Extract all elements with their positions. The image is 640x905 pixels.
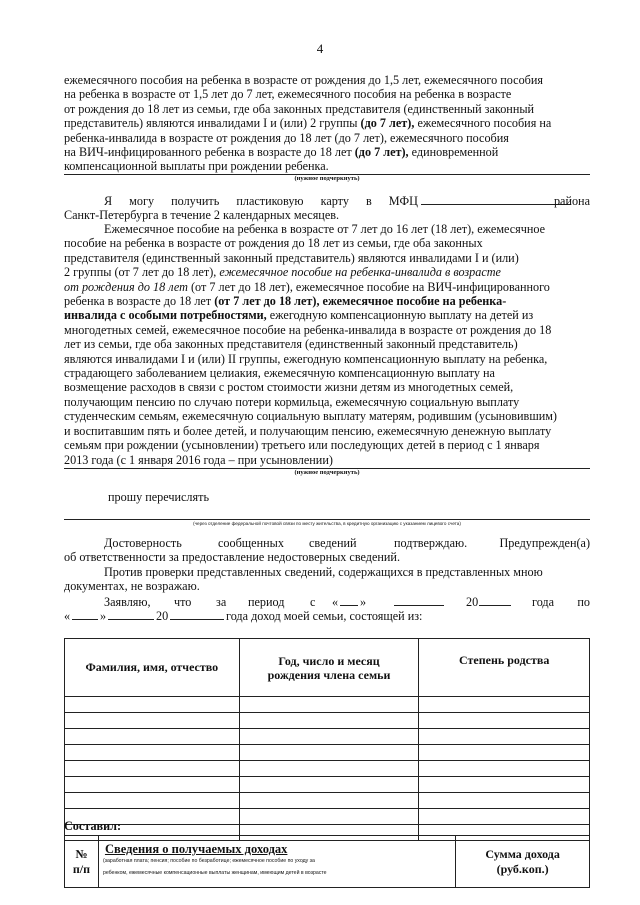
header-birth: Год, число и месяц рождения члена семьи	[239, 639, 419, 697]
confirm-line-2: об ответственности за предоставление недостоверных сведений.	[64, 550, 400, 564]
period-end-day-field[interactable]	[72, 609, 98, 620]
card-line-2: Санкт-Петербурга в течение 2 календарных месяцев.	[64, 208, 340, 222]
header-income-info: Сведения о получаемых доходах (заработная плата; пенсия; пособие по безработице; ежемесячное пособие по уходу за ребенком, ежемесячные компенсационные выплаты женщинам, имеющим детей в возрасте	[98, 836, 455, 888]
hint-underline-1: (нужное подчеркнуть)	[294, 175, 360, 182]
header-income-sum: Сумма дохода (руб.коп.)	[456, 836, 590, 888]
table-row[interactable]	[65, 697, 590, 713]
period-start-day-field[interactable]	[340, 595, 358, 606]
confirm-line-4: документах, не возражаю.	[64, 579, 200, 593]
table-row[interactable]	[65, 793, 590, 809]
period-start-year-field[interactable]	[479, 595, 511, 606]
table-row[interactable]	[65, 761, 590, 777]
period-end-year-field[interactable]	[170, 609, 224, 620]
table-row[interactable]	[65, 729, 590, 745]
header-relation: Степень родства	[419, 639, 590, 697]
table-row[interactable]	[65, 745, 590, 761]
confirm-line-3: Против проверки представленных сведений, содержащихся в представленных мною	[104, 565, 543, 579]
transfer-label: прошу перечислять	[108, 490, 209, 504]
header-name: Фамилия, имя, отчество	[65, 639, 240, 697]
document-page: 4 ежемесячного пособия на ребенка в возрасте от рождения до 1,5 лет, ежемесячного пособия на ребенка в возрасте от 1,5 лет до 7 лет, ежемесячного пособия на ребенка в возрасте от рождения до 18 лет из семьи, где оба законных представителя (единственный законный представитель) являются инвалидами I и (или) 2 группы (до 7 лет), ежемесячного пособия на ребенка-инвалида в возрасте от рождения до 18 лет (до 7 лет), ежемесячного пособия на ВИЧ-инфицированного ребенка в возрасте до 18 лет (до 7 лет), единовременной компенсационной выплаты при рождении ребенка. (нужное подчеркнуть) Я могу получить пластиковую карту в МФЦ района Санкт-Петербурга в течение 2 календарных месяцев. Ежемесячное пособие на ребенка в возрасте от 7 лет до 16 лет (18 лет), ежемесячное пособие на ребенка в возрасте от рождения до 18 лет из семьи, где оба законных представителя (единственный законный представитель) являются инвалидами I и (или) 2 группы (от 7 лет до 18 лет), ежемесячное пособие на ребенка-инвалида в возрасте от рождения до 18 лет (от 7 лет до 18 лет), ежемесячное пособие на ВИЧ-инфицированного ребенка в возрасте до 18 лет (от 7 лет до 18 лет), ежемесячное пособие на ребенка- инвалида с особыми потребностями, ежегодную компенсационную выплату на детей из многодетных семей, ежемесячное пособие на ребенка-инвалида в возрасте от рождения до 18 лет из семьи, где оба законных представителя (единственный законный представитель) являются инвалидами I и (или) II группы, ежегодную компенсационную выплату на ребенка, страдающего заболеванием целиакия, ежемесячную компенсационную выплату на возмещение расходов в связи с ростом стоимости жизни детям из многодетных семей, получающим пенсию по случаю потери кормильца, ежемесячную социальную выплату студенческим семьям, ежемесячную социальную выплату матерям, родившим (усыновившим) и воспитавшим пять и более детей, и получающим пенсию, ежемесячную денежную выплату семьям при рождении (усыновлении) третьего или последующих детей в период с 1 января 2013 года (с 1 января 2016 года – при усыновлении) (нужное подчеркнуть) прошу перечислять (через отделение федеральной почтовой связи по месту жительства, в кредитную организацию с указанием лицевого счета) Достоверность сообщенных сведений подтверждаю. Предупрежден(а) об ответственности за предоставление недостоверных сведений. Против проверки представленных сведений, содержащихся в представленных мною документах, не возражаю. Заявляю, что за период с « » 20 года по « » 20 года доход моей семьи, состоящей из: Фамилия, имя, отчество Год, число и месяц рождения члена семьи Степень родства Составил: № п/п Сведения о получаемых доходах (заработная плата; пенсия; пособие по безработице; ежемесячное пособие по уходу за ребенком, ежемесячные компенсационные выплаты женщинам, имеющим детей в возрасте Сумма дохода (руб.коп.)	[0, 0, 640, 905]
family-table-header	[65, 639, 590, 697]
hint-transfer: (через отделение федеральной почтовой связи по месту жительства, в кредитную организацию с указанием лицевого счета)	[193, 521, 461, 526]
card-line: Я могу получить пластиковую карту в МФЦ района	[104, 194, 590, 208]
income-table-header	[65, 836, 590, 888]
header-number: № п/п	[65, 836, 99, 888]
page-number: 4	[316, 41, 324, 56]
transfer-field[interactable]	[64, 519, 590, 520]
table-row[interactable]	[65, 777, 590, 793]
district-field[interactable]	[421, 194, 571, 205]
table-row[interactable]	[65, 713, 590, 729]
period-start-month-field[interactable]	[394, 595, 444, 606]
benefits-paragraph-2: Ежемесячное пособие на ребенка в возрасте от 7 лет до 16 лет (18 лет), ежемесячное пособие на ребенка в возрасте от рождения до 18 лет из семьи, где оба законных представителя (единственный законный представитель) являются инвалидами I и (или) 2 группы (от 7 лет до 18 лет), ежемесячное пособие на ребенка-инвалида в возрасте от рождения до 18 лет (от 7 лет до 18 лет), ежемесячное пособие на ВИЧ-инфицированного ребенка в возрасте до 18 лет (от 7 лет до 18 лет), ежемесячное пособие на ребенка- инвалида с особыми потребностями, ежегодную компенсационную выплату на детей из многодетных семей, ежемесячное пособие на ребенка-инвалида в возрасте от рождения до 18 лет из семьи, где оба законных представителя (единственный законный представитель) являются инвалидами I и (или) II группы, ежегодную компенсационную выплату на ребенка, страдающего заболеванием целиакия, ежемесячную компенсационную выплату на возмещение расходов в связи с ростом стоимости жизни детям из многодетных семей, получающим пенсию по случаю потери кормильца, ежемесячную социальную выплату студенческим семьям, ежемесячную социальную выплату матерям, родившим (усыновившим) и воспитавшим пять и более детей, и получающим пенсию, ежемесячную денежную выплату семьям при рождении (усыновлении) третьего или последующих детей в период с 1 января 2013 года (с 1 января 2016 года – при усыновлении)	[64, 222, 557, 467]
family-table	[64, 638, 590, 841]
hint-underline-2: (нужное подчеркнуть)	[294, 469, 360, 476]
benefits-paragraph-1: ежемесячного пособия на ребенка в возрасте от рождения до 1,5 лет, ежемесячного пособия на ребенка в возрасте от 1,5 лет до 7 лет, ежемесячного пособия на ребенка в возрасте от рождения до 18 лет из семьи, где оба законных представителя (единственный законный представитель) являются инвалидами I и (или) 2 группы (до 7 лет), ежемесячного пособия на ребенка-инвалида в возрасте от рождения до 18 лет (до 7 лет), ежемесячного пособия на ВИЧ-инфицированного ребенка в возрасте до 18 лет (до 7 лет), единовременной компенсационной выплаты при рождении ребенка.	[64, 73, 552, 174]
period-end-month-field[interactable]	[108, 609, 154, 620]
income-table	[64, 835, 590, 888]
compiled-label: Составил:	[64, 819, 122, 833]
